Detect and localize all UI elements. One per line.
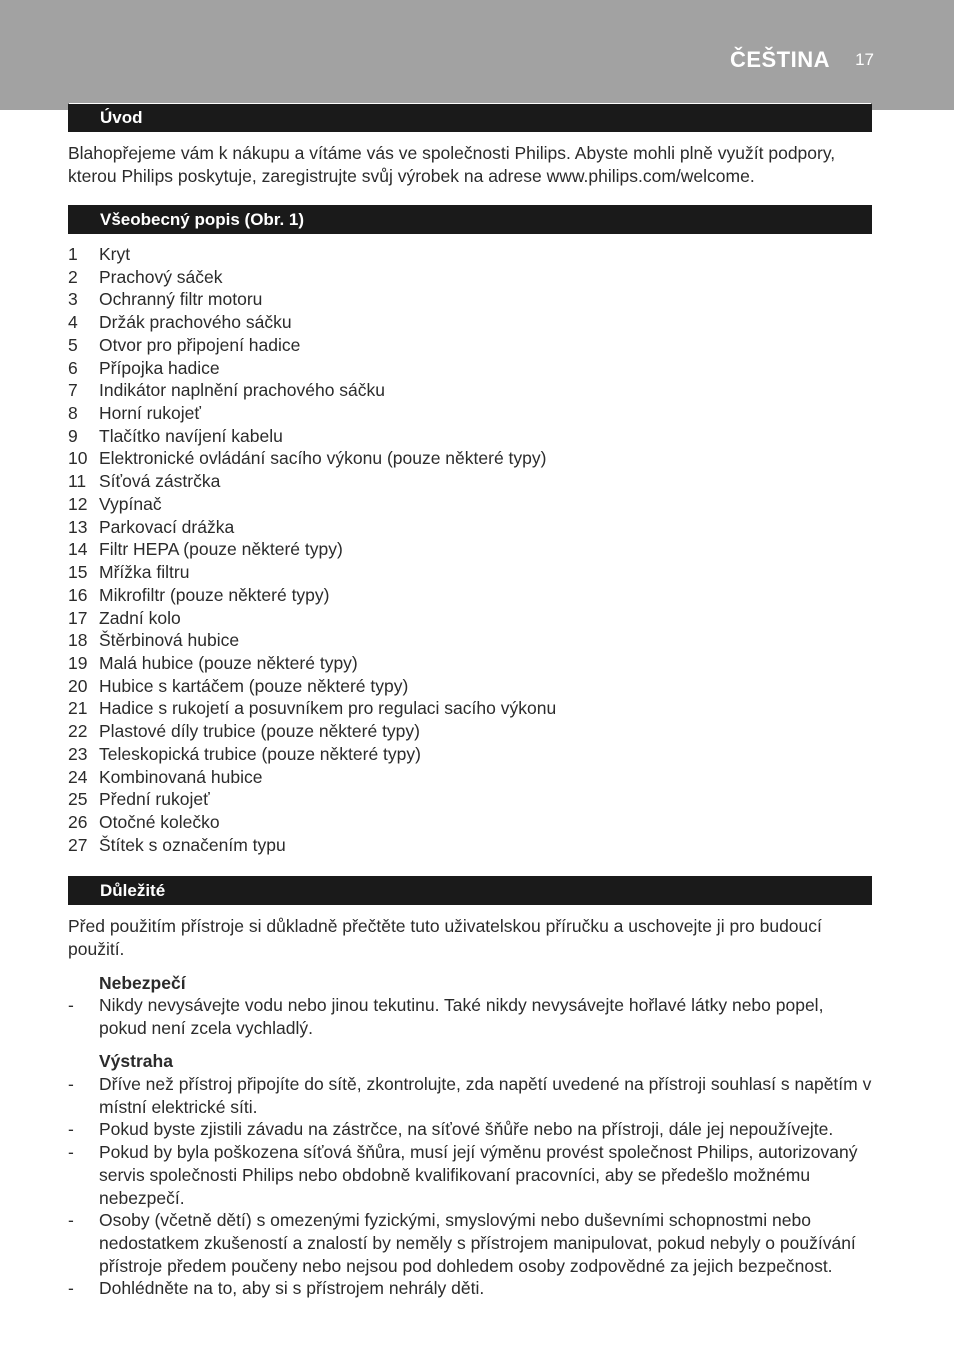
list-item <box>68 288 874 311</box>
list-item-label: Prachový sáček <box>99 266 223 287</box>
section-heading-general <box>68 205 872 234</box>
list-item-number: 26 <box>68 811 88 832</box>
list-item-label: Držák prachového sáčku <box>99 312 292 333</box>
section-heading-intro <box>68 103 872 132</box>
list-item-label: Elektronické ovládání sacího výkonu (pouze některé typy) <box>99 448 547 469</box>
section-heading-intro-text: Úvod <box>100 108 143 127</box>
list-item-label: Zadní kolo <box>99 607 181 628</box>
list-item <box>68 447 874 470</box>
list-item <box>68 607 874 630</box>
list-item-number: 7 <box>68 380 78 401</box>
list-item <box>68 1209 874 1277</box>
list-item-label: Hadice s rukojetí a posuvníkem pro regulaci sacího výkonu <box>99 698 557 719</box>
bullet-dash: - <box>68 1210 74 1231</box>
list-item-label: Kryt <box>99 244 131 264</box>
list-item-label: Hubice s kartáčem (pouze některé typy) <box>99 675 409 696</box>
section-heading-important-text: Důležité <box>100 881 166 900</box>
list-item-label: Teleskopická trubice (pouze některé typy) <box>99 743 421 764</box>
list-item-text: Osoby (včetně dětí) s omezenými fyzickými, smyslovými nebo duševními schopnostmi nebo nedostatkem zkušeností a znalostí by neměly s přístrojem manipulovat, pokud nebyly o používání přístroje předem poučeny nebo nejsou pod dohledem osoby zodpovědné za jejich bezpečnost. <box>99 1210 856 1276</box>
list-item-label: Přípojka hadice <box>99 357 220 378</box>
list-item <box>68 1141 874 1209</box>
list-item-label: Parkovací drážka <box>99 516 235 537</box>
list-item <box>68 788 874 811</box>
list-item-label: Síťová zástrčka <box>99 471 221 492</box>
list-item <box>68 766 874 789</box>
list-item <box>68 1073 874 1118</box>
list-item <box>68 538 874 561</box>
list-item-label: Štítek s označením typu <box>99 834 286 855</box>
list-item <box>68 584 874 607</box>
list-item <box>68 811 874 834</box>
list-item-number: 18 <box>68 630 88 651</box>
list-item-number: 25 <box>68 789 88 810</box>
list-item <box>68 834 874 857</box>
parts-list <box>68 243 874 856</box>
list-item <box>68 357 874 380</box>
list-item-number: 14 <box>68 539 88 560</box>
list-item <box>68 470 874 493</box>
list-item <box>68 675 874 698</box>
list-item <box>68 243 874 266</box>
list-item-number: 2 <box>68 266 78 287</box>
list-item-number: 3 <box>68 289 78 310</box>
list-item-label: Plastové díly trubice (pouze některé typy) <box>99 721 420 742</box>
list-item-number: 22 <box>68 721 88 742</box>
list-item-number: 5 <box>68 334 78 355</box>
warning-list <box>68 1073 874 1300</box>
bullet-dash: - <box>68 1278 74 1299</box>
important-paragraph: Před použitím přístroje si důkladně přečtěte tuto uživatelskou příručku a uschovejte ji pro budoucí použití. <box>68 916 822 959</box>
list-item-number: 16 <box>68 584 88 605</box>
list-item-number: 10 <box>68 448 88 469</box>
list-item <box>68 402 874 425</box>
list-item-label: Kombinovaná hubice <box>99 766 263 787</box>
list-item <box>68 334 874 357</box>
header-bar <box>0 0 954 110</box>
list-item-number: 15 <box>68 562 88 583</box>
list-item-number: 17 <box>68 607 88 628</box>
list-item <box>68 629 874 652</box>
list-item-number: 24 <box>68 766 88 787</box>
list-item <box>68 379 874 402</box>
list-item-text: Nikdy nevysávejte vodu nebo jinou tekutinu. Také nikdy nevysávejte hořlavé látky nebo popel, pokud není zcela vychladlý. <box>99 995 824 1038</box>
list-item-label: Otočné kolečko <box>99 811 220 832</box>
list-item-label: Vypínač <box>99 493 162 514</box>
list-item-number: 4 <box>68 312 78 333</box>
list-item-number: 23 <box>68 743 88 764</box>
list-item-label: Štěrbinová hubice <box>99 630 240 651</box>
list-item <box>68 516 874 539</box>
bullet-dash: - <box>68 995 74 1015</box>
list-item-label: Mřížka filtru <box>99 562 190 583</box>
section-heading-important <box>68 876 872 905</box>
list-item-number: 21 <box>68 698 88 719</box>
list-item-number: 6 <box>68 357 78 378</box>
list-item-label: Ochranný filtr motoru <box>99 289 263 310</box>
list-item <box>68 493 874 516</box>
bullet-dash: - <box>68 1074 74 1094</box>
bullet-dash: - <box>68 1142 74 1163</box>
list-item-number: 12 <box>68 493 88 514</box>
list-item-label: Horní rukojeť <box>99 403 201 424</box>
bullet-dash: - <box>68 1119 74 1140</box>
list-item <box>68 720 874 743</box>
list-item-label: Filtr HEPA (pouze některé typy) <box>99 539 343 560</box>
warning-title: Výstraha <box>99 1051 173 1071</box>
list-item <box>68 1118 874 1141</box>
list-item-number: 8 <box>68 403 78 424</box>
list-item-text: Dohlédněte na to, aby si s přístrojem nehrály děti. <box>99 1278 485 1299</box>
list-item <box>68 743 874 766</box>
list-item <box>68 425 874 448</box>
list-item <box>68 652 874 675</box>
list-item <box>68 1277 874 1300</box>
page-number: 17 <box>855 50 874 69</box>
list-item-number: 20 <box>68 675 88 696</box>
intro-paragraph: Blahopřejeme vám k nákupu a vítáme vás ve společnosti Philips. Abyste mohli plně využít podpory, kterou Philips poskytuje, zaregistrujte svůj výrobek na adrese www.philips.com/welcome. <box>68 143 836 186</box>
list-item-label: Přední rukojeť <box>99 789 210 810</box>
list-item-number: 19 <box>68 652 88 673</box>
list-item-label: Indikátor naplnění prachového sáčku <box>99 380 386 401</box>
list-item <box>68 994 874 1039</box>
language-label: ČEŠTINA <box>729 47 830 72</box>
danger-title: Nebezpečí <box>99 973 186 993</box>
list-item-number: 13 <box>68 516 88 537</box>
list-item <box>68 697 874 720</box>
list-item-text: Dříve než přístroj připojíte do sítě, zkontrolujte, zda napětí uvedené na přístroji souhlasí s napětím v místní elektrické síti. <box>99 1074 872 1117</box>
list-item-text: Pokud byste zjistili závadu na zástrčce, na síťové šňůře nebo na přístroji, dále jej nepoužívejte. <box>99 1119 834 1140</box>
list-item-label: Malá hubice (pouze některé typy) <box>99 652 358 673</box>
list-item-label: Mikrofiltr (pouze některé typy) <box>99 584 330 605</box>
list-item-number: 9 <box>68 425 78 446</box>
list-item <box>68 311 874 334</box>
list-item-text: Pokud by byla poškozena síťová šňůra, musí její výměnu provést společnost Philips, autorizovaný servis společnosti Philips nebo obdobně kvalifikovaní pracovníci, aby se předešlo možnému nebezpečí. <box>99 1142 858 1208</box>
list-item-number: 11 <box>68 471 87 492</box>
list-item <box>68 266 874 289</box>
list-item-number: 27 <box>68 834 88 855</box>
list-item-label: Otvor pro připojení hadice <box>99 334 301 355</box>
section-heading-general-text: Všeobecný popis (Obr. 1) <box>100 210 305 229</box>
list-item-label: Tlačítko navíjení kabelu <box>99 425 283 446</box>
danger-list <box>68 994 874 1039</box>
list-item <box>68 561 874 584</box>
list-item-number: 1 <box>68 244 78 264</box>
